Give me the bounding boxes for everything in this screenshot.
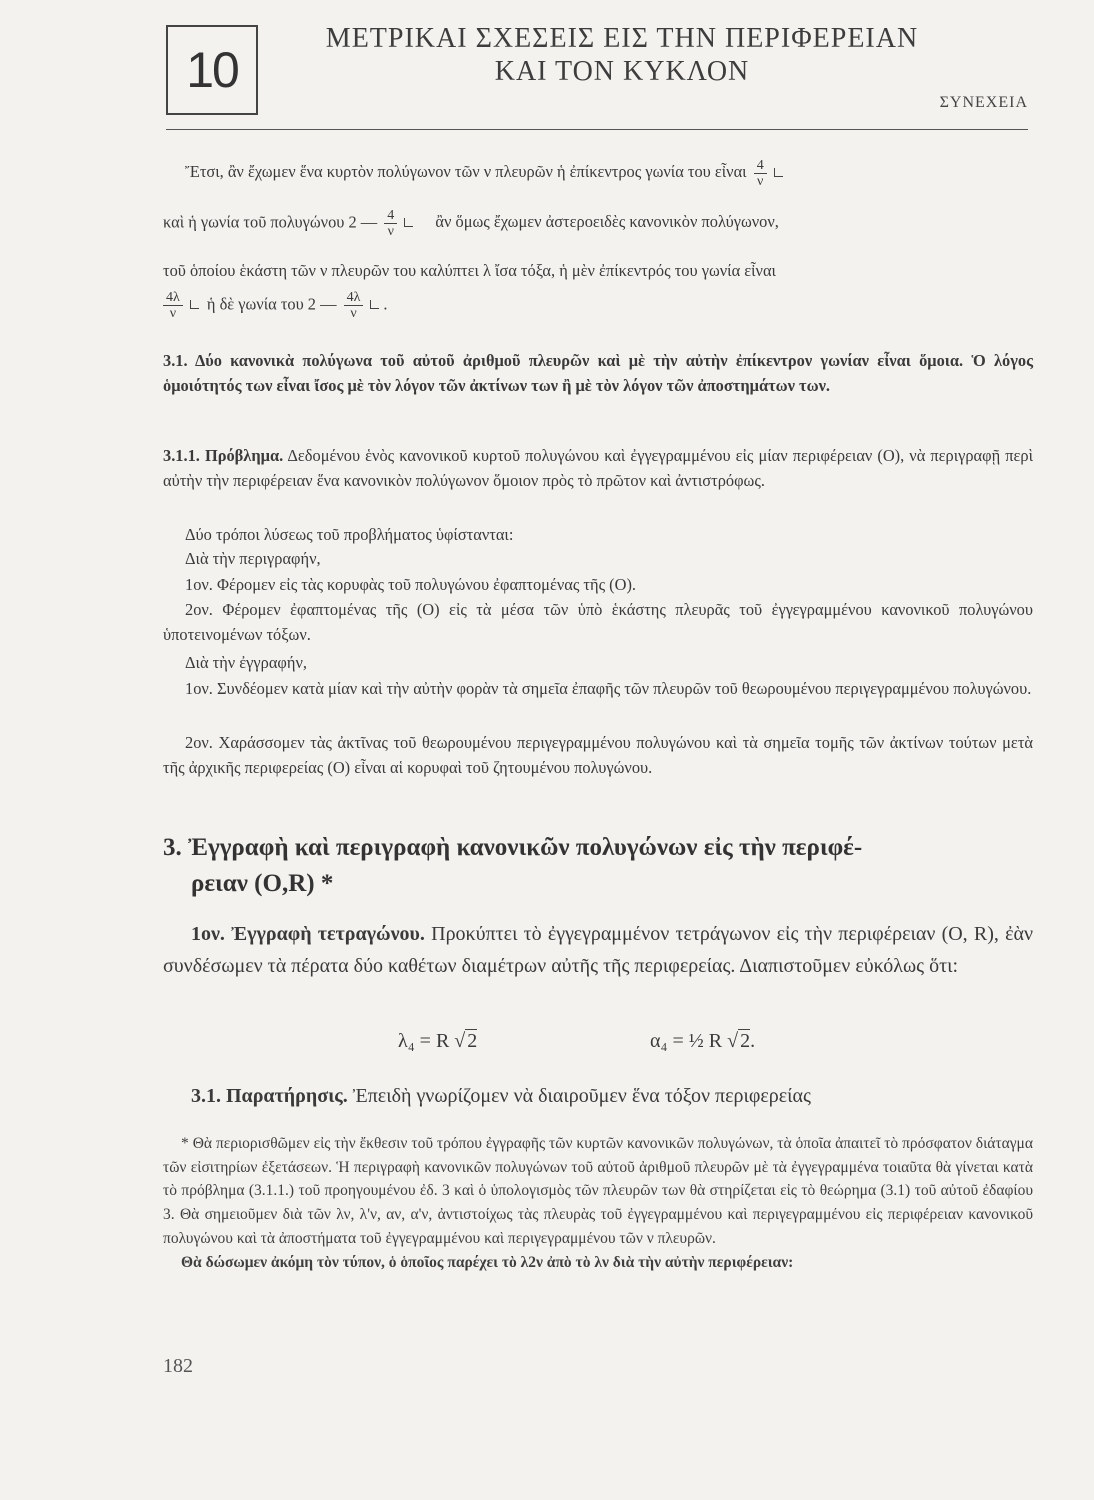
intro-line-1 <box>163 158 1033 189</box>
problem-p1: Δύο τρόποι λύσεως τοῦ προβλήματος ὑφίστανται: <box>185 525 514 544</box>
footnote-last: Θὰ δώσωμεν ἀκόμη τὸν τύπον, ὁ ὁποῖος παρέχει τὸ λ2ν ἀπὸ τὸ λν διὰ τὴν αὐτὴν περιφέρειαν: <box>181 1253 794 1271</box>
chapter-title-line1: ΜΕΤΡΙΚΑΙ ΣΧΕΣΕΙΣ ΕΙΣ ΤΗΝ ΠΕΡΙΦΕΡΕΙΑΝ <box>325 23 919 54</box>
intro-line-4: $\frac{4\lambda}{\nu}$ ἡ δὲ γωνία του 2 — $\frac{4\lambda}{\nu}$ . <box>163 290 1033 321</box>
remark-text: Ἐπειδὴ γνωρίζομεν νὰ διαιροῦμεν ἕνα τόξον περιφερείας <box>352 1085 811 1107</box>
continued-label: ΣΥΝΕΧΕΙΑ <box>939 94 1028 111</box>
theorem-3-1: 3.1. Δύο κανονικὰ πολύγωνα τοῦ αὐτοῦ ἀριθμοῦ πλευρῶν καὶ μὲ τὴν αὐτὴν ἐπίκεντρον γωνίαν εἶναι ὅμοια. Ὁ λόγος ὁμοιότητός των εἶναι ἴσος μὲ τὸν λόγον τῶν ἀκτίνων των ἢ μὲ τὸν λόγον τῶν ἀποστημάτων των. <box>163 351 1033 395</box>
right-angle-icon <box>370 300 379 309</box>
problem-p2: Διὰ τὴν περιγραφήν, <box>185 549 321 568</box>
chapter-number-box: 10 <box>166 25 258 115</box>
fraction-4-nu: $\frac{4}{\nu}$ <box>384 208 397 239</box>
intro-text-1: Ἔτσι, ἂν ἔχωμεν ἕνα κυρτὸν πολύγωνον τῶν ν πλευρῶν ἡ ἐπίκεντρος γωνία του εἶναι <box>185 162 747 182</box>
intro-line-2 <box>163 208 1033 239</box>
problem-p5: Διὰ τὴν ἐγγραφήν, <box>185 653 307 672</box>
header-rule <box>166 129 1028 130</box>
problem-p7: 2ον. Χαράσσομεν τὰς ἀκτῖνας τοῦ θεωρουμένου περιγεγραμμένου πολυγώνου καὶ τὰ σημεῖα τομῆς τῶν ἀκτίνων τούτων μετὰ τῆς ἀρχικῆς περιφερείας (Ο) εἶναι αἱ κορυφαὶ τοῦ ζητουμένου πολυγώνου. <box>163 733 1033 777</box>
intro-text-2a: καὶ ἡ γωνία τοῦ πολυγώνου 2 — <box>163 212 378 232</box>
page-number: 182 <box>163 1355 193 1377</box>
intro-text-4: ἡ δὲ γωνία του 2 — <box>206 294 337 314</box>
footnote <box>163 1132 1033 1274</box>
problem-p6: 1ον. Συνδέομεν κατὰ μίαν καὶ τὴν αὐτὴν φορὰν τὰ σημεῖα ἐπαφῆς τῶν πλευρῶν τοῦ θεωρουμένου περιγεγραμμένου πολυγώνου. <box>185 679 1032 698</box>
chapter-title-line2: ΚΑΙ ΤΟΝ ΚΥΚΛΟΝ <box>494 56 750 87</box>
section-heading-line2: ρειαν (O,R) * <box>191 870 334 897</box>
sqrt-icon: √ <box>727 1030 739 1052</box>
fraction-4l-nu: $\frac{4\lambda}{\nu}$ <box>163 290 183 321</box>
fraction-4l-nu: $\frac{4\lambda}{\nu}$ <box>344 290 364 321</box>
square-text: Προκύπτει τὸ ἐγγεγραμμένον τετράγωνον εἰς τὴν περιφέρειαν (Ο, R), ἐὰν συνδέσωμεν τὰ πέρατα δύο καθέτων διαμέτρων αὐτῆς τῆς περιφερείας. Διαπιστοῦμεν εὐκόλως ὅτι: <box>163 923 1034 977</box>
formula-alpha4: α₄ = ½ R √ 2. <box>650 1030 756 1052</box>
problem-p3: 1ον. Φέρομεν εἰς τὰς κορυφὰς τοῦ πολυγώνου ἐφαπτομένας τῆς (Ο). <box>185 575 637 594</box>
problem-statement: Δεδομένου ἑνὸς κανονικοῦ κυρτοῦ πολυγώνου καὶ ἐγγεγραμμένου εἰς μίαν περιφέρειαν (Ο), νὰ περιγραφῇ περὶ αὐτὴν τὴν περιφέρειαν ἕνα κανονικὸν πολύγωνον ὅμοιον πρὸς τὸ πρῶτον καὶ ἀντιστρόφως. <box>163 446 1033 490</box>
remark-label: 3.1. Παρατήρησις. <box>191 1085 348 1107</box>
right-angle-icon <box>190 300 199 309</box>
square-label: 1ον. Ἐγγραφὴ τετραγώνου. <box>191 923 425 945</box>
footnote-text: * Θὰ περιορισθῶμεν εἰς τὴν ἔκθεσιν τοῦ τρόπου ἐγγραφῆς τῶν κυρτῶν κανονικῶν πολυγώνων, τὰ ὁποῖα ἀπαιτεῖ τὸ πρόσφατον διάταγμα τῶν εἰσιτηρίων ἐξετάσεων. Ἡ περιγραφὴ κανονικῶν πολυγώνων τοῦ αὐτοῦ ἀριθμοῦ πλευρῶν μὲ τὰ ἐγγεγραμμένα τοιαῦτα θὰ γίνεται κατὰ τὸ πρόβλημα (3.1.1.) τοῦ προηγουμένου ἐδ. 3 καὶ ὁ ὑπολογισμὸς τῶν πλευρῶν των θὰ στηρίζεται εἰς τὸ θεώρημα (3.1) τοῦ αὐτοῦ ἐδαφίου 3. Θὰ σημειοῦμεν διὰ τῶν λν, λ'ν, αν, α'ν, ἀντιστοίχως τὰς πλευρὰς τοῦ ἐγγεγραμμένου καὶ περιγεγραμμένου εἰς περιφέρειαν κανονικοῦ πολυγώνου καὶ τὰ ἀποστήματα τοῦ ἐγγεγραμμένου καὶ περιγεγραμμένου τῶν ν πλευρῶν. <box>163 1135 1033 1247</box>
problem-3-1-1 <box>163 443 1033 493</box>
intro-text-2b: ἂν ὅμως ἔχωμεν ἀστεροειδὲς κανονικὸν πολύγωνον, <box>435 212 779 232</box>
sqrt-icon: √ <box>454 1030 466 1052</box>
intro-line-3: τοῦ ὁποίου ἑκάστη τῶν ν πλευρῶν του καλύπτει λ ἴσα τόξα, ἡ μὲν ἐπίκεντρός του γωνία εἶναι <box>163 261 776 280</box>
section-3-heading <box>163 830 1033 902</box>
square-inscription <box>163 918 1033 982</box>
problem-label: 3.1.1. Πρόβλημα. <box>163 446 284 465</box>
problem-p4: 2ον. Φέρομεν ἐφαπτομένας τῆς (Ο) εἰς τὰ μέσα τῶν ὑπὸ ἑκάστης πλευρᾶς τοῦ ἐγγεγραμμένου κανονικοῦ πολυγώνου ὑποτεινομένων τόξων. <box>163 600 1033 644</box>
section-heading-line1: 3. Ἐγγραφὴ καὶ περιγραφὴ κανονικῶν πολυγώνων εἰς τὴν περιφέ- <box>163 834 863 861</box>
remark-3-1 <box>163 1080 1033 1112</box>
formula-lambda4: λ₄ = R √ 2 <box>398 1030 478 1052</box>
fraction-4-nu: $\frac{4}{\nu}$ <box>754 158 767 189</box>
right-angle-icon <box>404 218 413 227</box>
chapter-title <box>272 22 972 88</box>
right-angle-icon <box>774 168 783 177</box>
